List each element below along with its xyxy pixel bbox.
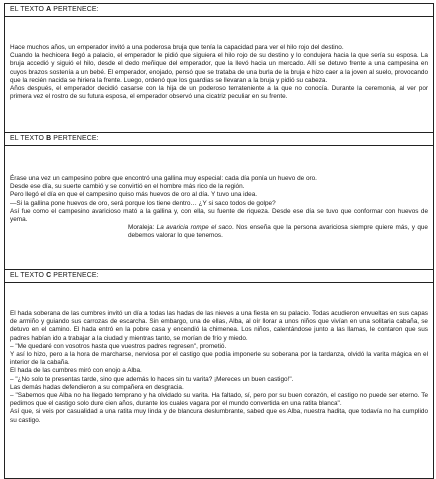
section-c-text bbox=[5, 283, 433, 479]
section-c-header-prefix: EL TEXTO bbox=[10, 272, 47, 279]
moral-label: Moraleja: bbox=[128, 224, 157, 232]
section-a-paragraph: Cuando la hechicera llegó a palacio, el emperador le pidió que siguiera el hilo rojo de su destino y lo condujera hacia la que sería su esposa. La bruja accedió y siguió el hilo, desde el dedo meñique del emperador, que la llevó hacia un mercado. Allí se detuvo frente a una campesina en cuyos brazos sostenía a un bebé. El emperador, enojado, pensó que se trataba de una burla de la bruja e hizo caer a la joven al suelo, provocando que la recién nacida se hiriera la frente. Luego, ordenó que los guardias se llevaran a la bruja y pidió su cabeza. bbox=[10, 52, 428, 84]
section-a-paragraph: Hace muchos años, un emperador invitó a una poderosa bruja que tenía la capacidad para ver el hilo rojo del destino. bbox=[10, 44, 344, 51]
section-b-paragraph: Así fue como el campesino avaricioso mató a la gallina y, con ella, su fuente de riqueza. Desde ese día se tuvo que conformar con huevos de yema. bbox=[10, 207, 428, 224]
section-b-text bbox=[5, 146, 433, 270]
section-a-header-prefix: EL TEXTO bbox=[10, 6, 47, 13]
section-c-header-suffix: PERTENECE: bbox=[51, 272, 99, 279]
section-c-paragraph: – "Sabemos que Alba no ha llegado temprano y ha olvidado su varita. Ha faltado, sí, pero por su buen corazón, el castigo no puede ser eterno. Te pedimos que el castigo solo dure cien años, durante los cuales vagara por el mundo convertida en una ratita blanca". bbox=[10, 392, 428, 408]
section-a-header bbox=[5, 4, 433, 17]
moral-title: La avaricia rompe el saco bbox=[156, 224, 232, 232]
section-a-header-letter: A bbox=[46, 6, 52, 13]
section-c-paragraph: Así que, si veis por casualidad a una ratita muy linda y de blancura deslumbrante, sabed que es Alba, nuestra hadita, que todavía no ha cumplido su castigo. bbox=[10, 408, 428, 424]
section-c-paragraph: – "Me quedaré con vosotros hasta que vuestros padres regresen", prometió. bbox=[10, 342, 227, 350]
section-b-paragraph: Pero llegó el día en que el campesino quiso más huevos de oro al día. Y tuvo una idea. bbox=[10, 191, 258, 199]
section-c-paragraph: Y así lo hizo, pero a la hora de marcharse, nerviosa por el castigo que podía imponerle su soberana por la tardanza, olvidó la varita mágica en el interior de la cabaña. bbox=[10, 351, 428, 367]
section-a-header-suffix: PERTENECE: bbox=[51, 6, 99, 13]
section-c-header bbox=[5, 270, 433, 283]
section-a-paragraph: Años después, el emperador decidió casarse con la hija de un poderoso terrateniente a la que no conocía. Durante la ceremonia, al ver por primera vez el rostro de su futura esposa, el emperador observó una cicatriz peculiar en su frente. bbox=[10, 85, 428, 101]
section-c-paragraph: – "¿No solo te presentas tarde, sino que además lo haces sin tu varita? ¡Mereces un buen castigo!". bbox=[10, 375, 294, 383]
section-b-header-prefix: EL TEXTO bbox=[10, 135, 47, 142]
section-b-header-letter: B bbox=[46, 135, 52, 142]
section-b-header-suffix: PERTENECE: bbox=[51, 135, 99, 142]
section-c-paragraph: El hada soberana de las cumbres invitó un día a todas las hadas de las nieves a una fiesta en su palacio. Todas acudieron envueltas en sus capas de armiño y guiando sus carrozas de escarcha. Sin embargo, una de ellas, Alba, al oír llorar a unos niños que vivían en una solitaria cabaña, se detuvo en el camino. El hada entró en la pobre casa y encendió la chimenea. Los niños, calentándose junto a las llamas, le contaron que sus padres habían ido a trabajar a la ciudad y mientras tanto, se morían de frío y miedo. bbox=[10, 310, 428, 342]
section-b-moral bbox=[10, 224, 428, 240]
section-c-header-letter: C bbox=[46, 272, 52, 279]
section-c-paragraph: Las demás hadas defendieron a su compañera en desgracia. bbox=[10, 383, 184, 391]
moral-text: . Nos enseña que la persona avariciosa siempre quiere más, y que debemos valorar lo que tenemos. bbox=[128, 224, 428, 240]
section-b-paragraph: —Si la gallina pone huevos de oro, será porque los tiene dentro… ¿Y si saco todos de golpe? bbox=[10, 199, 276, 207]
document bbox=[4, 3, 434, 479]
section-b-header bbox=[5, 133, 433, 146]
section-b-paragraph: Érase una vez un campesino pobre que encontró una gallina muy especial: cada día ponía un huevo de oro. bbox=[10, 175, 317, 182]
section-a-text bbox=[5, 17, 433, 133]
section-b-paragraph: Desde ese día, su suerte cambió y se convirtió en el hombre más rico de la región. bbox=[10, 183, 245, 191]
section-c-paragraph: El hada de las cumbres miró con enojo a Alba. bbox=[10, 367, 142, 375]
